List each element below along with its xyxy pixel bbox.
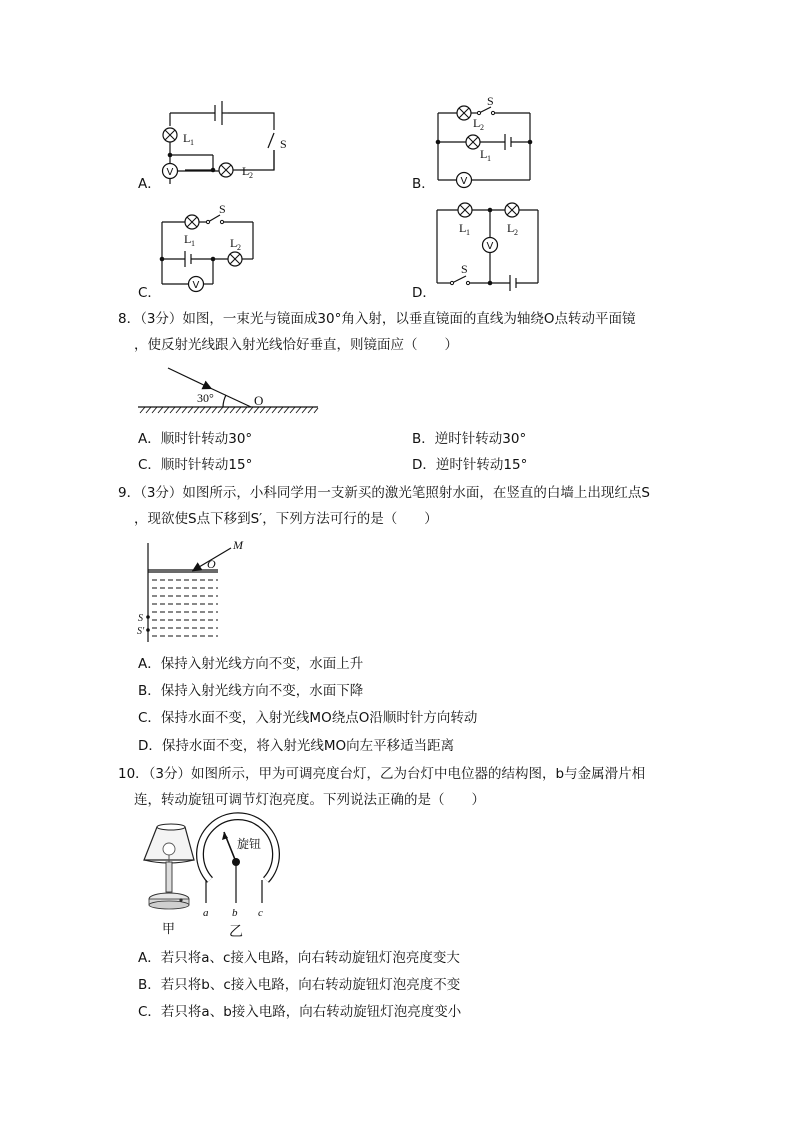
svg-text:L: L	[507, 221, 515, 235]
option-a-label: A．	[138, 176, 161, 192]
svg-text:2: 2	[237, 243, 241, 252]
option-b-label: B．	[412, 176, 435, 192]
svg-text:V: V	[486, 241, 494, 252]
svg-text:2: 2	[249, 171, 253, 180]
svg-text:S: S	[219, 202, 226, 216]
svg-text:V: V	[192, 280, 200, 291]
svg-text:L: L	[459, 221, 467, 235]
svg-text:S: S	[461, 262, 468, 276]
svg-text:1: 1	[466, 228, 470, 237]
q10-option-c: C．若只将a、b接入电路，向右转动旋钮灯泡亮度变小	[138, 1004, 462, 1020]
desk-lamp-illustration	[144, 824, 194, 909]
label-s: S	[280, 137, 287, 151]
label-l2: L	[242, 164, 250, 178]
q9-label-s: S	[138, 613, 143, 624]
svg-text:1: 1	[190, 138, 194, 147]
q8-point-o: O	[254, 393, 264, 408]
q10-terminal-c: c	[258, 907, 263, 919]
option-d-label: D．	[412, 285, 436, 301]
q8-option-d: D．逆时针转动15°	[412, 457, 528, 473]
svg-text:V: V	[166, 167, 174, 178]
q8-stem-line2: ，使反射光线跟入射光线恰好垂直，则镜面应（ ）	[134, 337, 458, 353]
q10-terminal-b: b	[232, 907, 238, 919]
q10-label-jia: 甲	[162, 921, 176, 936]
q10-stem-line2: 连，转动旋钮可调节灯泡亮度。下列说法正确的是（ ）	[134, 792, 485, 808]
q9-label-m: M	[233, 538, 243, 552]
svg-text:1: 1	[487, 154, 491, 163]
q8-option-a: A．顺时针转动30°	[138, 431, 253, 447]
q10-label-yi: 乙	[229, 925, 243, 940]
label-l1: L	[183, 131, 191, 145]
svg-text:V: V	[460, 176, 468, 187]
q9-option-d: D．保持水面不变，将入射光线MO向左平移适当距离	[138, 738, 455, 754]
q9-option-b: B．保持入射光线方向不变，水面下降	[138, 683, 364, 699]
q10-stem-line1: 10．（3分）如图所示，甲为可调亮度台灯，乙为台灯中电位器的结构图，b与金属滑片相	[118, 766, 646, 782]
q8-angle-label: 30°	[197, 391, 214, 405]
q8-option-c: C．顺时针转动15°	[138, 457, 253, 473]
q10-option-a: A．若只将a、c接入电路，向右转动旋钮灯泡亮度变大	[138, 950, 460, 966]
q10-option-b: B．若只将b、c接入电路，向右转动旋钮灯泡亮度不变	[138, 977, 461, 993]
svg-text:L: L	[184, 232, 192, 246]
q9-stem-line2: ，现欲使S点下移到S′，下列方法可行的是（ ）	[134, 511, 438, 527]
option-c-label: C．	[138, 285, 161, 301]
svg-text:L: L	[480, 147, 488, 161]
q8-option-b: B．逆时针转动30°	[412, 431, 527, 447]
potentiometer-diagram	[200, 816, 276, 903]
q10-knob-label: 旋钮	[237, 837, 262, 851]
q9-option-c: C．保持水面不变，入射光线MO绕点O沿顺时针方向转动	[138, 710, 478, 726]
svg-text:1: 1	[191, 239, 195, 248]
q9-label-o: O	[207, 557, 216, 571]
svg-text:2: 2	[514, 228, 518, 237]
svg-text:2: 2	[480, 123, 484, 132]
q9-option-a: A．保持入射光线方向不变，水面上升	[138, 656, 364, 672]
q8-stem-line1: 8．（3分）如图，一束光与镜面成30°角入射，以垂直镜面的直线为轴绕O点转动平面镜	[118, 311, 636, 327]
q9-stem-line1: 9．（3分）如图所示，小科同学用一支新买的激光笔照射水面，在竖直的白墙上出现红点S	[118, 485, 650, 501]
q9-label-s-prime: S′	[137, 626, 145, 637]
svg-text:L: L	[230, 236, 238, 250]
q10-terminal-a: a	[203, 907, 209, 919]
svg-text:S: S	[487, 94, 494, 108]
svg-text:L: L	[473, 116, 481, 130]
